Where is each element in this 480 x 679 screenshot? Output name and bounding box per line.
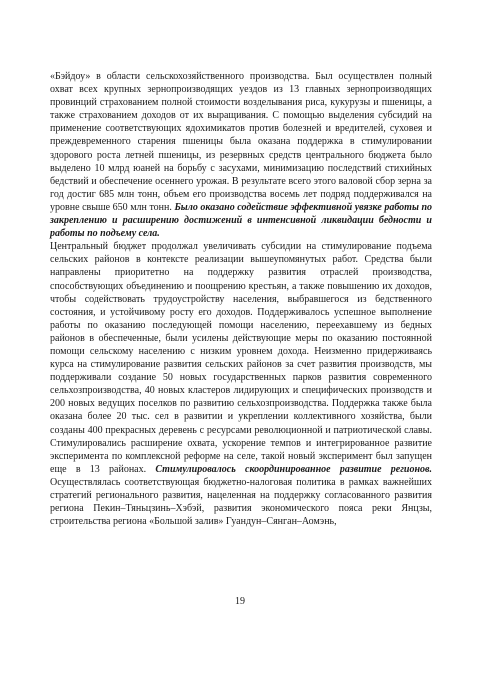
paragraph-1	[50, 70, 432, 240]
paragraph-1-text: «Бэйдоу» в области сельскохозяйственного производства. Был осуществлен полный охват всех крупных зернопроизводящих уездов из 13 главных зернопроизводящих провинций страхованием полной стоимости возделывания риса, кукурузы и пшеницы, а также страхованием доходов от их выращивания. С помощью выделения субсидий на применение соответствующих ядохимикатов против болезней и вредителей, суховея и преждевременного старения пшеницы была оказана поддержка в стимулировании здорового роста летней пшеницы, из резервных средств центрального бюджета было выделено 10 млрд юаней на борьбу с засухами, минимизацию последствий стихийных бедствий и обеспечение осеннего урожая. В результате всего этого валовой сбор зерна за год достиг 685 млн тонн, объем его производства восемь лет подряд поддерживался на уровне свыше 650 млн тонн.	[50, 71, 432, 213]
paragraph-2-text-continued: Осуществлялась соответствующая бюджетно-налоговая политика в рамках важнейших стратегий регионального развития, нацеленная на поддержку согласованного развития региона Пекин–Тяньцзинь–Хэбэй, развития экономического пояса реки Янцзы, строительства региона «Большой залив» Гуандун–Сянган–Аомэнь,	[50, 476, 432, 528]
paragraph-2-emphasis: Стимулировалось скоординированное развитие регионов.	[155, 463, 432, 475]
paragraph-1-emphasis: Было оказано содействие эффективной увязке работы по закреплению и расширению достижений в интенсивной ликвидации бедности и работы по подъему села.	[50, 201, 433, 240]
page-number: 19	[235, 596, 245, 607]
paragraph-2-text: Центральный бюджет продолжал увеличивать субсидии на стимулирование подъема сельских районов в контексте реализации вышеупомянутых работ. Средства были направлены приоритетно на поддержку развития отраслей производства, способствующих объединению и поощрению крестьян, а также повышению их доходов, чтобы содействовать трудоустройству населения, выбравшегося из бедственного состояния, и устойчивому росту его доходов. Поддерживалось успешное выполнение работы по оказанию последующей помощи населению, переехавшему из бедных районов в обеспеченные, были усилены действующие меры по оказанию постоянной помощи сельскому населению с низким уровнем дохода. Неизменно придерживаясь курса на стимулирование развития сельских районов за счет развития производств, мы поддерживали создание 50 новых государственных парков развития современного сельхозпроизводства, 40 новых кластеров лидирующих и специфических производств и 200 новых ведущих поселков по развитию сельхозпроизводства. Поддержка также была оказана более 20 тыс. сел в развитии и укреплении коллективного хозяйства, были созданы 400 прекрасных деревень с ресурсами революционной и патриотической славы. Стимулировались расширение охвата, ускорение темпов и интегрированное развитие эксперимента по комплексной реформе на селе, такой новый эксперимент был запущен еще в 13 районах.	[50, 241, 432, 475]
paragraph-2	[50, 240, 432, 528]
body-text	[50, 70, 432, 528]
